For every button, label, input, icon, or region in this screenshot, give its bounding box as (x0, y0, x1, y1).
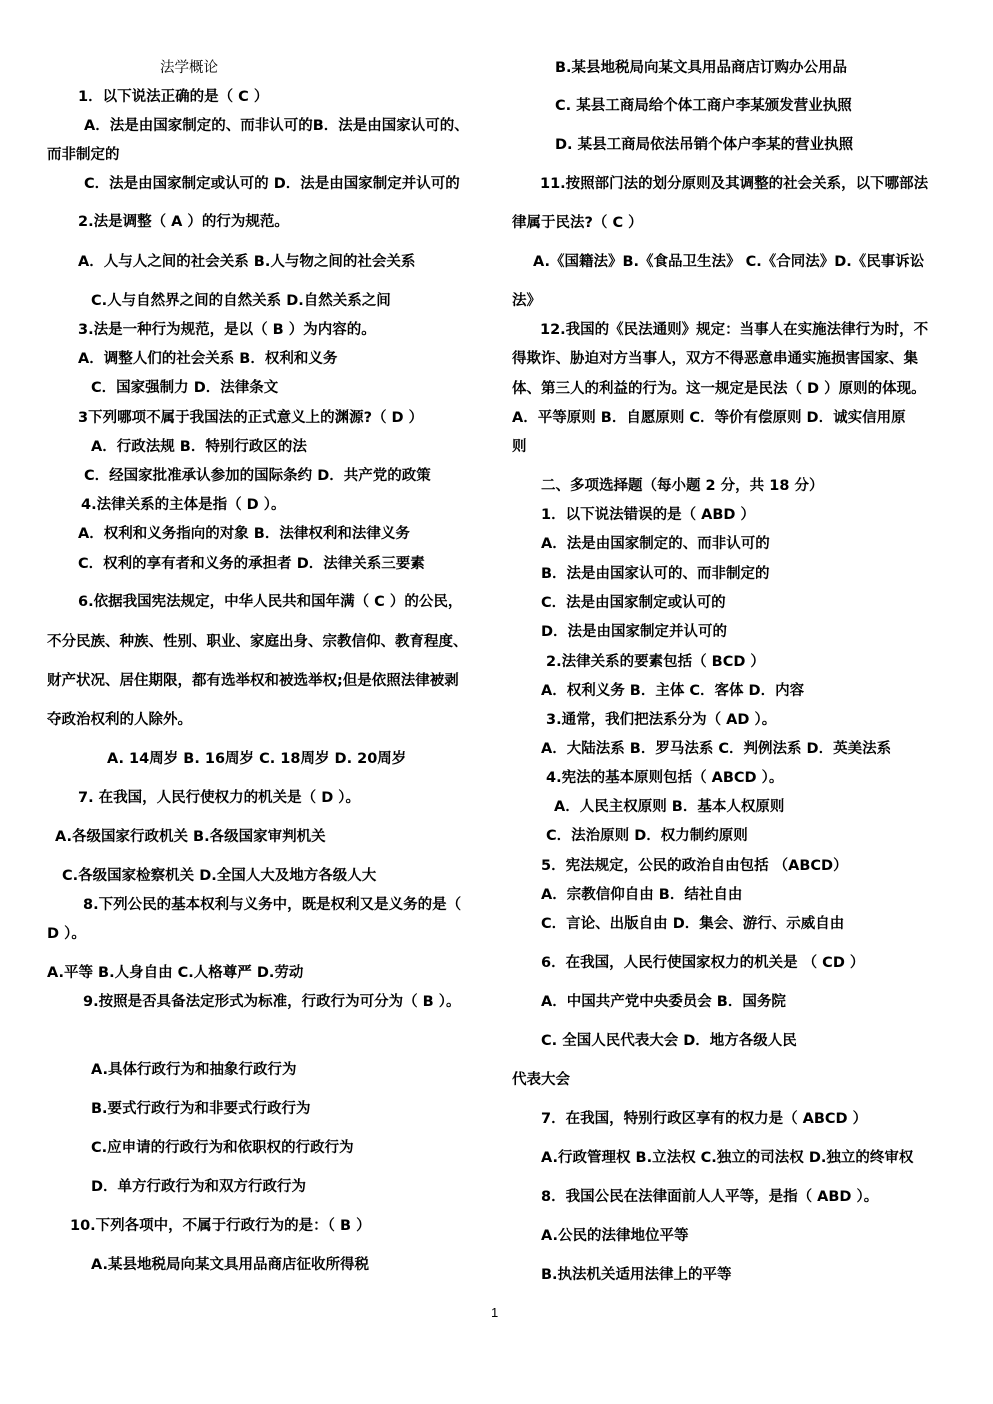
text-line: A．宗教信仰自由 B．结社自由 (541, 887, 743, 903)
text-line: 8.下列公民的基本权利与义务中，既是权利又是义务的是（ (83, 897, 462, 913)
text-line: 7. 在我国，人民行使权力的机关是（ D ）。 (78, 790, 361, 806)
text-line: B．法是由国家认可的、而非制定的 (541, 566, 770, 582)
text-line: 8．我国公民在法律面前人人平等，是指（ ABD ）。 (541, 1189, 879, 1205)
text-line: D. 某县工商局依法吊销个体户李某的营业执照 (555, 137, 854, 153)
text-line: A．权利义务 B．主体 C．客体 D．内容 (541, 683, 805, 699)
text-line: 11.按照部门法的划分原则及其调整的社会关系，以下哪部法 (540, 176, 929, 192)
text-line: A．人民主权原则 B．基本人权原则 (554, 799, 785, 815)
text-line: 2.法是调整（ A ）的行为规范。 (78, 214, 289, 230)
text-line: 10.下列各项中，不属于行政行为的是：（ B ） (70, 1218, 371, 1234)
text-line: 不分民族、种族、性别、职业、家庭出身、宗教信仰、教育程度、 (47, 634, 468, 650)
text-line: C.各级国家检察机关 D.全国人大及地方各级人大 (62, 868, 377, 884)
text-line: C．法是由国家制定或认可的 D．法是由国家制定并认可的 (84, 176, 460, 192)
text-line: 7．在我国，特别行政区享有的权力是（ ABCD ） (541, 1111, 868, 1127)
text-line: 2.法律关系的要素包括（ BCD ） (546, 654, 765, 670)
text-line: C.应申请的行政行为和依职权的行政行为 (91, 1140, 354, 1156)
text-line: C．法是由国家制定或认可的 (541, 595, 726, 611)
text-line: 而非制定的 (47, 147, 120, 163)
text-line: B.某县地税局向某文具用品商店订购办公用品 (555, 60, 848, 76)
text-line: A. 14周岁 B. 16周岁 C. 18周岁 D. 20周岁 (107, 751, 407, 767)
text-line: 9.按照是否具备法定形式为标准，行政行为可分为（ B ）。 (83, 994, 461, 1010)
text-line: 3下列哪项不属于我国法的正式意义上的渊源?（ D ） (78, 410, 424, 426)
text-line: B.执法机关适用法律上的平等 (541, 1267, 732, 1283)
text-line: A．中国共产党中央委员会 B．国务院 (541, 994, 786, 1010)
text-line: D ）。 (47, 926, 86, 942)
text-line: C. 某县工商局给个体工商户李某颁发营业执照 (555, 98, 852, 114)
text-line: 夺政治权利的人除外。 (47, 712, 192, 728)
text-line: 代表大会 (512, 1072, 570, 1088)
text-line: A.某县地税局向某文具用品商店征收所得税 (91, 1257, 369, 1273)
text-line: A.平等 B.人身自由 C.人格尊严 D.劳动 (47, 965, 304, 981)
text-line: 财产状况、居住期限，都有选举权和被选举权;但是依照法律被剥 (47, 673, 459, 689)
text-line: A．平等原则 B．自愿原则 C．等价有偿原则 D．诚实信用原 (512, 410, 906, 426)
text-line: 4.法律关系的主体是指（ D ）。 (81, 497, 286, 513)
text-line: D．单方行政行为和双方行政行为 (91, 1179, 307, 1195)
text-line: 则 (512, 439, 527, 455)
text-line: 法》 (512, 293, 541, 309)
text-line: 12.我国的《民法通则》规定：当事人在实施法律行为时，不 (540, 322, 929, 338)
text-line: C．言论、出版自由 D．集会、游行、示威自由 (541, 916, 845, 932)
text-line: 律属于民法?（ C ） (512, 215, 643, 231)
text-line: A．行政法规 B．特别行政区的法 (91, 439, 307, 455)
text-line: 4.宪法的基本原则包括（ ABCD ）。 (546, 770, 784, 786)
document-title: 法学概论 (160, 60, 218, 76)
text-line: A．调整人们的社会关系 B．权利和义务 (78, 351, 338, 367)
text-line: A．人与人之间的社会关系 B.人与物之间的社会关系 (78, 254, 416, 270)
text-line: A.具体行政行为和抽象行政行为 (91, 1062, 297, 1078)
page-number: 1 (491, 1305, 499, 1320)
text-line: B.要式行政行为和非要式行政行为 (91, 1101, 311, 1117)
text-line: D．法是由国家制定并认可的 (541, 624, 728, 640)
text-line: A.各级国家行政机关 B.各级国家审判机关 (55, 829, 326, 845)
text-line: A．法是由国家制定的、而非认可的B．法是由国家认可的、 (84, 118, 469, 134)
text-line: C．经国家批准承认参加的国际条约 D．共产党的政策 (84, 468, 431, 484)
text-line: C.人与自然界之间的自然关系 D.自然关系之间 (91, 293, 391, 309)
text-line: 6.依据我国宪法规定，中华人民共和国年满（ C ）的公民， (78, 594, 463, 610)
text-line: 得欺诈、胁迫对方当事人，双方不得恶意串通实施损害国家、集 (512, 351, 918, 367)
text-line: 1．以下说法正确的是（ C ） (78, 89, 269, 105)
text-line: 体、第三人的利益的行为。这一规定是民法（ D ）原则的体现。 (512, 381, 926, 397)
text-line: C．法治原则 D．权力制约原则 (546, 828, 748, 844)
text-line: A.《国籍法》B.《食品卫生法》 C.《合同法》D.《民事诉讼 (533, 254, 925, 270)
text-line: A.公民的法律地位平等 (541, 1228, 689, 1244)
text-line: 5．宪法规定，公民的政治自由包括 （ABCD） (541, 858, 848, 874)
text-line: A.行政管理权 B.立法权 C.独立的司法权 D.独立的终审权 (541, 1150, 914, 1166)
text-line: 3.通常，我们把法系分为（ AD ）。 (546, 712, 777, 728)
text-line: 1．以下说法错误的是（ ABD ） (541, 507, 755, 523)
text-line: A．权利和义务指向的对象 B．法律权利和法律义务 (78, 526, 410, 542)
text-line: C. 全国人民代表大会 D．地方各级人民 (541, 1033, 797, 1049)
text-line: 6．在我国，人民行使国家权力的机关是 （ CD ） (541, 955, 865, 971)
text-line: A．法是由国家制定的、而非认可的 (541, 536, 770, 552)
text-line: 二、多项选择题（每小题 2 分，共 18 分） (541, 478, 824, 494)
text-line: 3.法是一种行为规范，是以（ B ）为内容的。 (78, 322, 376, 338)
text-line: C．国家强制力 D．法律条文 (91, 380, 279, 396)
text-line: C．权利的享有者和义务的承担者 D．法律关系三要素 (78, 556, 425, 572)
text-line: A．大陆法系 B．罗马法系 C．判例法系 D．英美法系 (541, 741, 892, 757)
